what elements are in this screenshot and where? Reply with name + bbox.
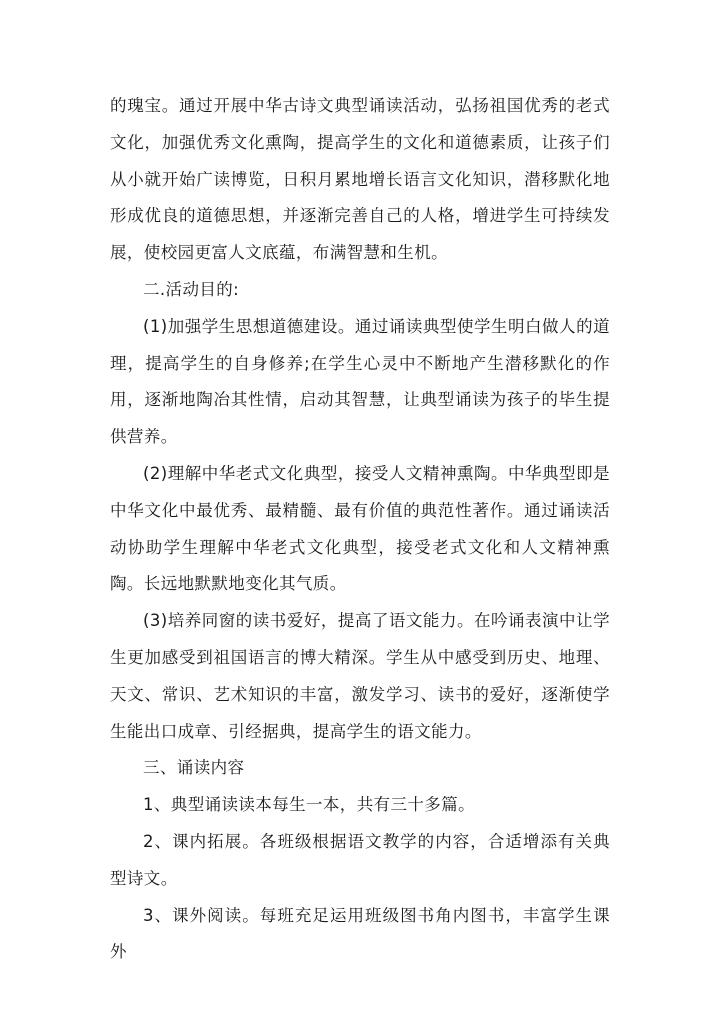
paragraph-intro-continued: 的瑰宝。通过开展中华古诗文典型诵读活动，弘扬祖国优秀的老式文化，加强优秀文化熏陶，提高学生的文化和道德素质，让孩子们从小就开始广读博览，日积月累地增长语言文化知识，潜移默化地形成优良的道德思想，并逐渐完善自己的人格，增进学生可持续发展，使校园更富人文底蕴，布满智慧和生机。 xyxy=(110,96,610,263)
paragraph-content-3: 3、课外阅读。每班充足运用班级图书角内图书，丰富学生课外 xyxy=(110,905,610,962)
paragraph-content-2: 2、课内拓展。各班级根据语文教学的内容，合适增添有关典型诗文。 xyxy=(110,831,610,888)
paragraph-purpose-1: (1)加强学生思想道德建设。通过诵读典型使学生明白做人的道理，提高学生的自身修养;在学生心灵中不断地产生潜移默化的作用，逐渐地陶冶其性情，启动其智慧，让典型诵读为孩子的毕生提供营养。 xyxy=(110,316,610,447)
paragraph-purpose-3: (3)培养同窗的读书爱好，提高了语文能力。在吟诵表演中让学生更加感受到祖国语言的博大精深。学生从中感受到历史、地理、天文、常识、艺术知识的丰富，激发学习、读书的爱好，逐渐使学生能出口成章、引经据典，提高学生的语文能力。 xyxy=(110,611,610,741)
paragraph-content-1: 1、典型诵读读本每生一本，共有三十多篇。 xyxy=(143,795,475,815)
section-heading-reading-content: 三、诵读内容 xyxy=(143,758,245,778)
document-body xyxy=(110,88,610,971)
section-heading-activity-purpose: 二.活动目的: xyxy=(143,279,240,299)
paragraph-purpose-2: (2)理解中华老式文化典型，接受人文精神熏陶。中华典型即是中华文化中最优秀、最精髓、最有价值的典范性著作。通过诵读活动协助学生理解中华老式文化典型，接受老式文化和人文精神熏陶。长远地默默地变化其气质。 xyxy=(110,463,610,594)
